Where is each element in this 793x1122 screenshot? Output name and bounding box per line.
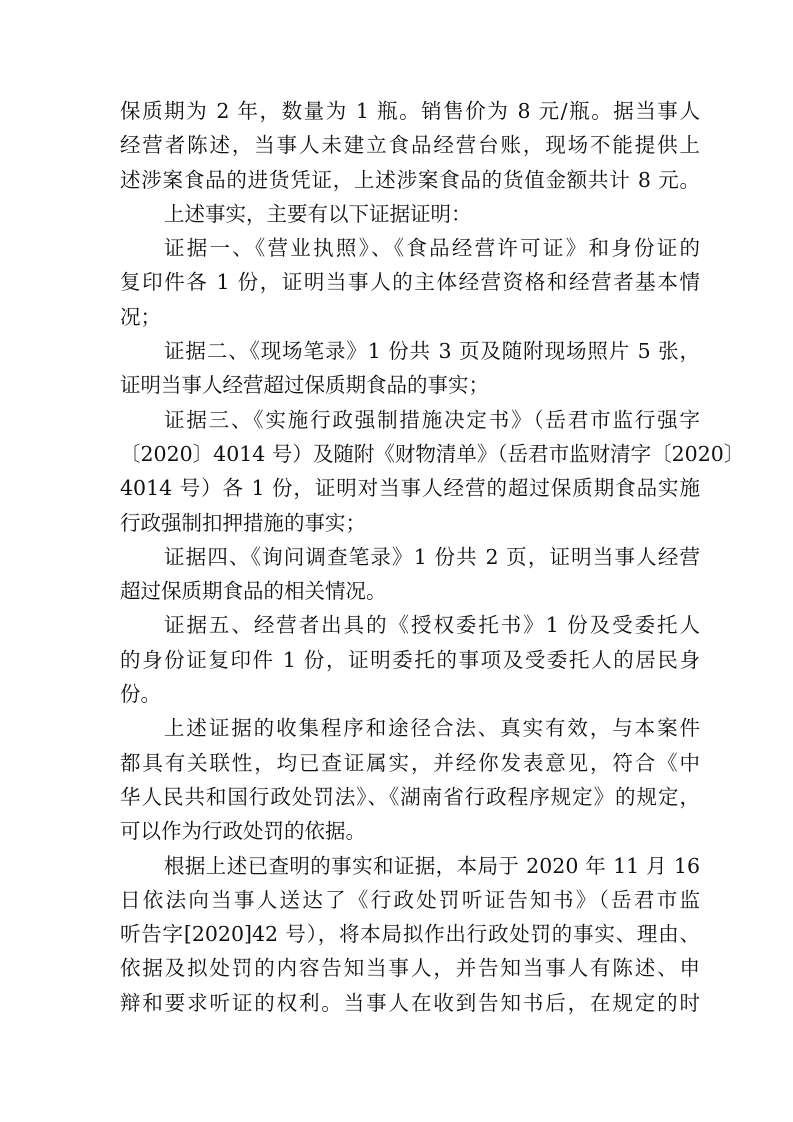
body-line: 根据上述已查明的事实和证据，本局于 2020 年 11 月 16 [164,853,700,878]
body-line: 况； [120,304,161,329]
body-line: 的身份证复印件 1 份，证明委托的事项及受委托人的居民身 [120,647,700,672]
body-line: 辩和要求听证的权利。当事人在收到告知书后，在规定的时 [120,990,700,1015]
body-line: 保质期为 2 年，数量为 1 瓶。销售价为 8 元/瓶。据当事人 [120,99,700,123]
body-line: 述涉案食品的进货凭证，上述涉案食品的货值金额共计 8 元。 [120,167,700,192]
body-line: 上述证据的收集程序和途径合法、真实有效，与本案件 [164,716,700,741]
body-line: 依据及拟处罚的内容告知当事人，并告知当事人有陈述、申 [120,956,700,981]
body-line: 听告字[2020]42 号），将本局拟作出行政处罚的事实、理由、 [120,922,700,947]
document-body [120,94,745,1020]
body-line: 证据五、经营者出具的《授权委托书》1 份及受委托人 [164,613,700,638]
body-line: 日依法向当事人送达了《行政处罚听证告知书》（岳君市监 [120,887,700,912]
body-line: 都具有关联性，均已查证属实，并经你发表意见，符合《中 [120,750,700,775]
body-line: 证据四、《询问调查笔录》1 份共 2 页，证明当事人经营 [164,544,700,569]
body-line: 〔2020〕4014 号）及随附《财物清单》（岳君市监财清字〔2020〕 [120,441,745,466]
body-line: 4014 号）各 1 份，证明对当事人经营的超过保质期食品实施 [120,476,700,501]
body-line: 华人民共和国行政处罚法》、《湖南省行政程序规定》的规定， [120,784,700,809]
body-line: 证据一、《营业执照》、《食品经营许可证》和身份证的 [164,236,700,261]
body-line: 超过保质期食品的相关情况。 [120,579,387,604]
body-line: 复印件各 1 份，证明当事人的主体经营资格和经营者基本情 [120,270,700,295]
body-line: 经营者陈述，当事人未建立食品经营台账，现场不能提供上 [120,133,700,158]
body-line: 行政强制扣押措施的事实； [120,510,366,535]
body-line: 上述事实，主要有以下证据证明： [164,201,472,226]
body-line: 证明当事人经营超过保质期食品的事实； [120,373,489,398]
body-line: 证据二、《现场笔录》1 份共 3 页及随附现场照片 5 张， [164,339,700,364]
body-line: 可以作为行政处罚的依据。 [120,819,366,844]
body-line: 份。 [120,682,161,707]
body-line: 证据三、《实施行政强制措施决定书》（岳君市监行强字 [164,407,700,432]
